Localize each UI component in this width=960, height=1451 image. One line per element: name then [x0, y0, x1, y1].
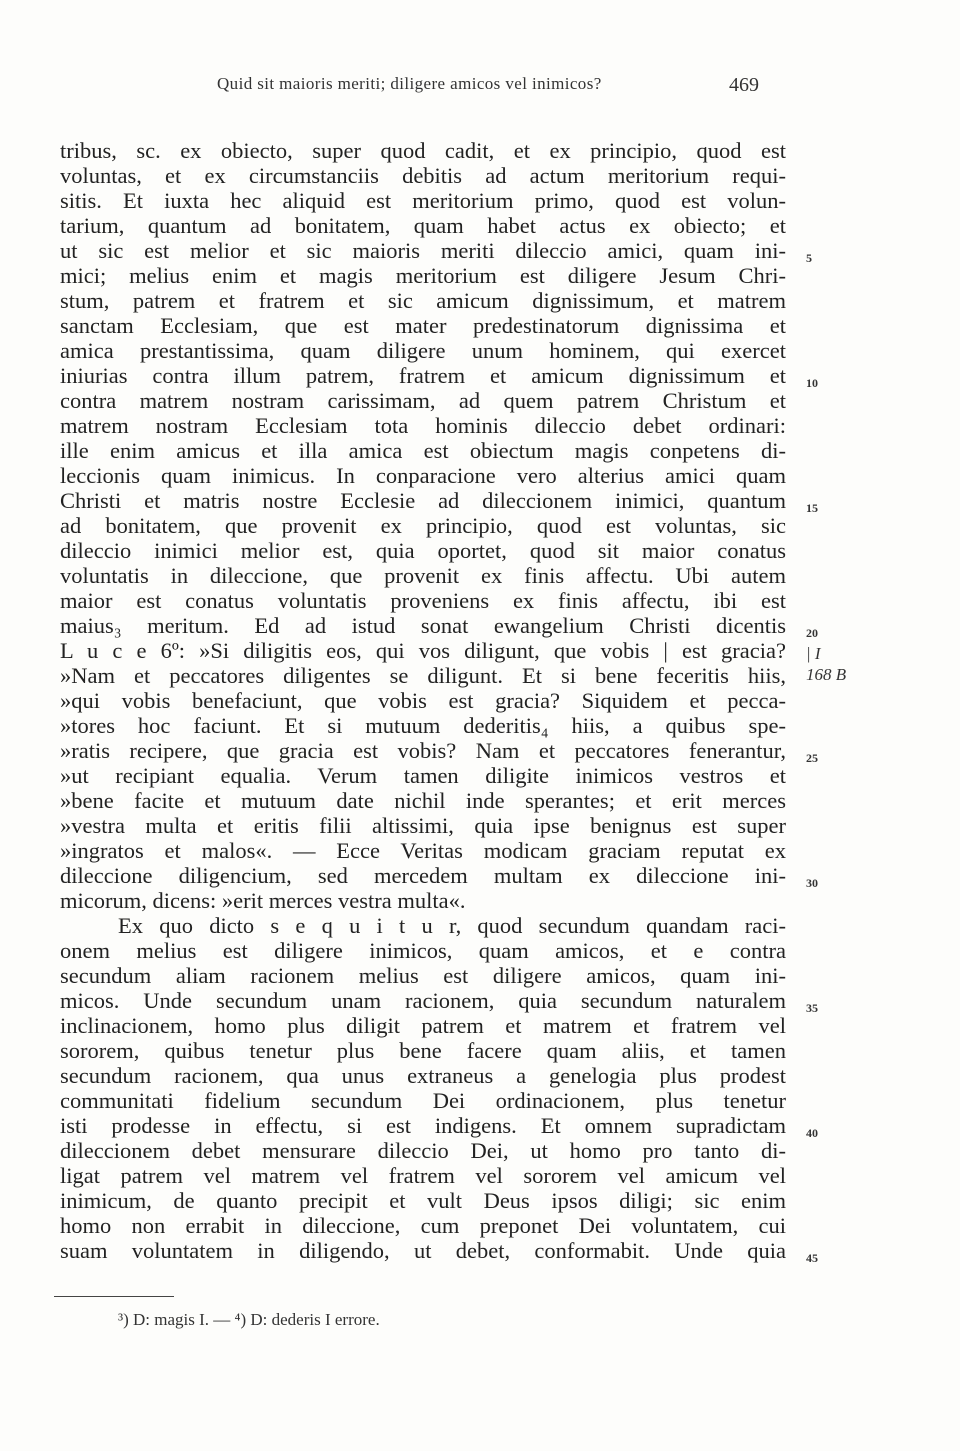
- text-line: amica prestantissima, quam diligere unum hominem, qui exercet: [60, 338, 786, 363]
- line-number: 10: [806, 376, 818, 390]
- margin-note-folio: 168 B: [806, 665, 847, 684]
- text-line: »Nam et peccatores diligentes se diligunt. Et si bene feceritis hiis,: [60, 663, 786, 688]
- text-line: tarium, quantum ad bonitatem, quam habet actus ex obiecto; et: [60, 213, 786, 238]
- text-line: ut sic est melior et sic maioris meriti dileccio amici, quam ini-: [60, 238, 786, 263]
- text-line: dileccionem debet mensurare dileccio Dei, ut homo pro tanto di-: [60, 1138, 786, 1163]
- text-line: sanctam Ecclesiam, que est mater predestinatorum dignissima et: [60, 313, 786, 338]
- text-line: dileccio inimici melior est, quia oportet, quod sit maior conatus: [60, 538, 786, 563]
- line-number: 45: [806, 1251, 818, 1265]
- line-number: 5: [806, 251, 812, 265]
- text-line: onem melius est diligere inimicos, quam amicos, et e contra: [60, 938, 786, 963]
- margin-note-folio-mark: | I: [806, 644, 821, 663]
- line-number: 25: [806, 751, 818, 765]
- text-line: »ingratos et malos«. — Ecce Veritas modicam graciam reputat ex: [60, 838, 786, 863]
- text-line: inclinacionem, homo plus diligit patrem et matrem et fratrem vel: [60, 1013, 786, 1038]
- text-line: sororem, quibus tenetur plus bene facere quam aliis, et tamen: [60, 1038, 786, 1063]
- text-line: ad bonitatem, que provenit ex principio, quod est voluntas, sic: [60, 513, 786, 538]
- text-line: voluntatis in dileccione, que provenit ex finis affectu. Ubi autem: [60, 563, 786, 588]
- text-line: secundum racionem, qua unus extraneus a genelogia plus prodest: [60, 1063, 786, 1088]
- text-line: mici; melius enim et magis meritorium est diligere Jesum Chri-: [60, 263, 786, 288]
- text-line: Christi et matris nostre Ecclesie ad dileccionem inimici, quantum: [60, 488, 786, 513]
- text-line: secundum aliam racionem melius est diligere amicos, quam ini-: [60, 963, 786, 988]
- page-number: 469: [729, 74, 759, 96]
- text-line: »ut recipiant equalia. Verum tamen diligite inimicos vestros et: [60, 763, 786, 788]
- text-line: dileccione diligencium, sed mercedem multam ex dileccione ini-: [60, 863, 786, 888]
- text-line: contra matrem nostram carissimam, ad quem patrem Christum et: [60, 388, 786, 413]
- text-line: maius₃ meritum. Ed ad istud sonat ewangelium Christi dicentis: [60, 613, 786, 638]
- footnote-divider: [54, 1296, 174, 1297]
- text-line: stum, patrem et fratrem et sic amicum dignissimum, et matrem: [60, 288, 786, 313]
- text-line: »tores hoc faciunt. Et si mutuum dederitis₄ hiis, a quibus spe-: [60, 713, 786, 738]
- text-line: isti prodesse in effectu, si est indigens. Et omnem supradictam: [60, 1113, 786, 1138]
- text-line: iniurias contra illum patrem, fratrem et amicum dignissimum et: [60, 363, 786, 388]
- line-number: 40: [806, 1126, 818, 1140]
- text-line: suam voluntatem in diligendo, ut debet, conformabit. Unde quia: [60, 1238, 786, 1263]
- text-line: leccionis quam inimicus. In conparacione vero alterius amici quam: [60, 463, 786, 488]
- text-line: Ex quo dicto s e q u i t u r, quod secundum quandam raci-: [118, 913, 786, 938]
- text-line: maior est conatus voluntatis proveniens ex finis affectu, ibi est: [60, 588, 786, 613]
- text-line: homo non errabit in dileccione, cum preponet Dei voluntatem, cui: [60, 1213, 786, 1238]
- line-number: 15: [806, 501, 818, 515]
- line-number: 20: [806, 626, 818, 640]
- text-line: »ratis recipere, que gracia est vobis? Nam et peccatores fenerantur,: [60, 738, 786, 763]
- text-line: micos. Unde secundum unam racionem, quia secundum naturalem: [60, 988, 786, 1013]
- text-line: »vestra multa et eritis filii altissimi, quia ipse benignus est super: [60, 813, 786, 838]
- text-line: micorum, dicens: »erit merces vestra multa«.: [60, 888, 466, 913]
- text-line: matrem nostram Ecclesiam tota hominis dileccio debet ordinari:: [60, 413, 786, 438]
- text-line: inimicum, de quanto precipit et vult Deus ipsos diligi; sic enim: [60, 1188, 786, 1213]
- text-line: ille enim amicus et illa amica est obiectum magis conpetens di-: [60, 438, 786, 463]
- running-title: Quid sit maioris meriti; diligere amicos vel inimicos?: [217, 74, 602, 93]
- line-number: 35: [806, 1001, 818, 1015]
- footnote: ³) D: magis I. — ⁴) D: dederis I errore.: [118, 1310, 380, 1329]
- text-line: L u c e 6º: »Si diligitis eos, qui vos diligunt, que vobis | est gracia?: [60, 638, 786, 663]
- text-line: »qui vobis benefaciunt, que vobis est gracia? Siquidem et pecca-: [60, 688, 786, 713]
- text-line: voluntas, et ex circumstanciis debitis ad actum meritorium requi-: [60, 163, 786, 188]
- text-line: sitis. Et iuxta hec aliquid est meritorium primo, quod est volun-: [60, 188, 786, 213]
- text-line: communitati fidelium secundum Dei ordinacionem, plus tenetur: [60, 1088, 786, 1113]
- text-line: »bene facite et mutuum date nichil inde sperantes; et erit merces: [60, 788, 786, 813]
- text-line: tribus, sc. ex obiecto, super quod cadit, et ex principio, quod est: [60, 138, 786, 163]
- text-line: ligat patrem vel matrem vel fratrem vel sororem vel amicum vel: [60, 1163, 786, 1188]
- line-number: 30: [806, 876, 818, 890]
